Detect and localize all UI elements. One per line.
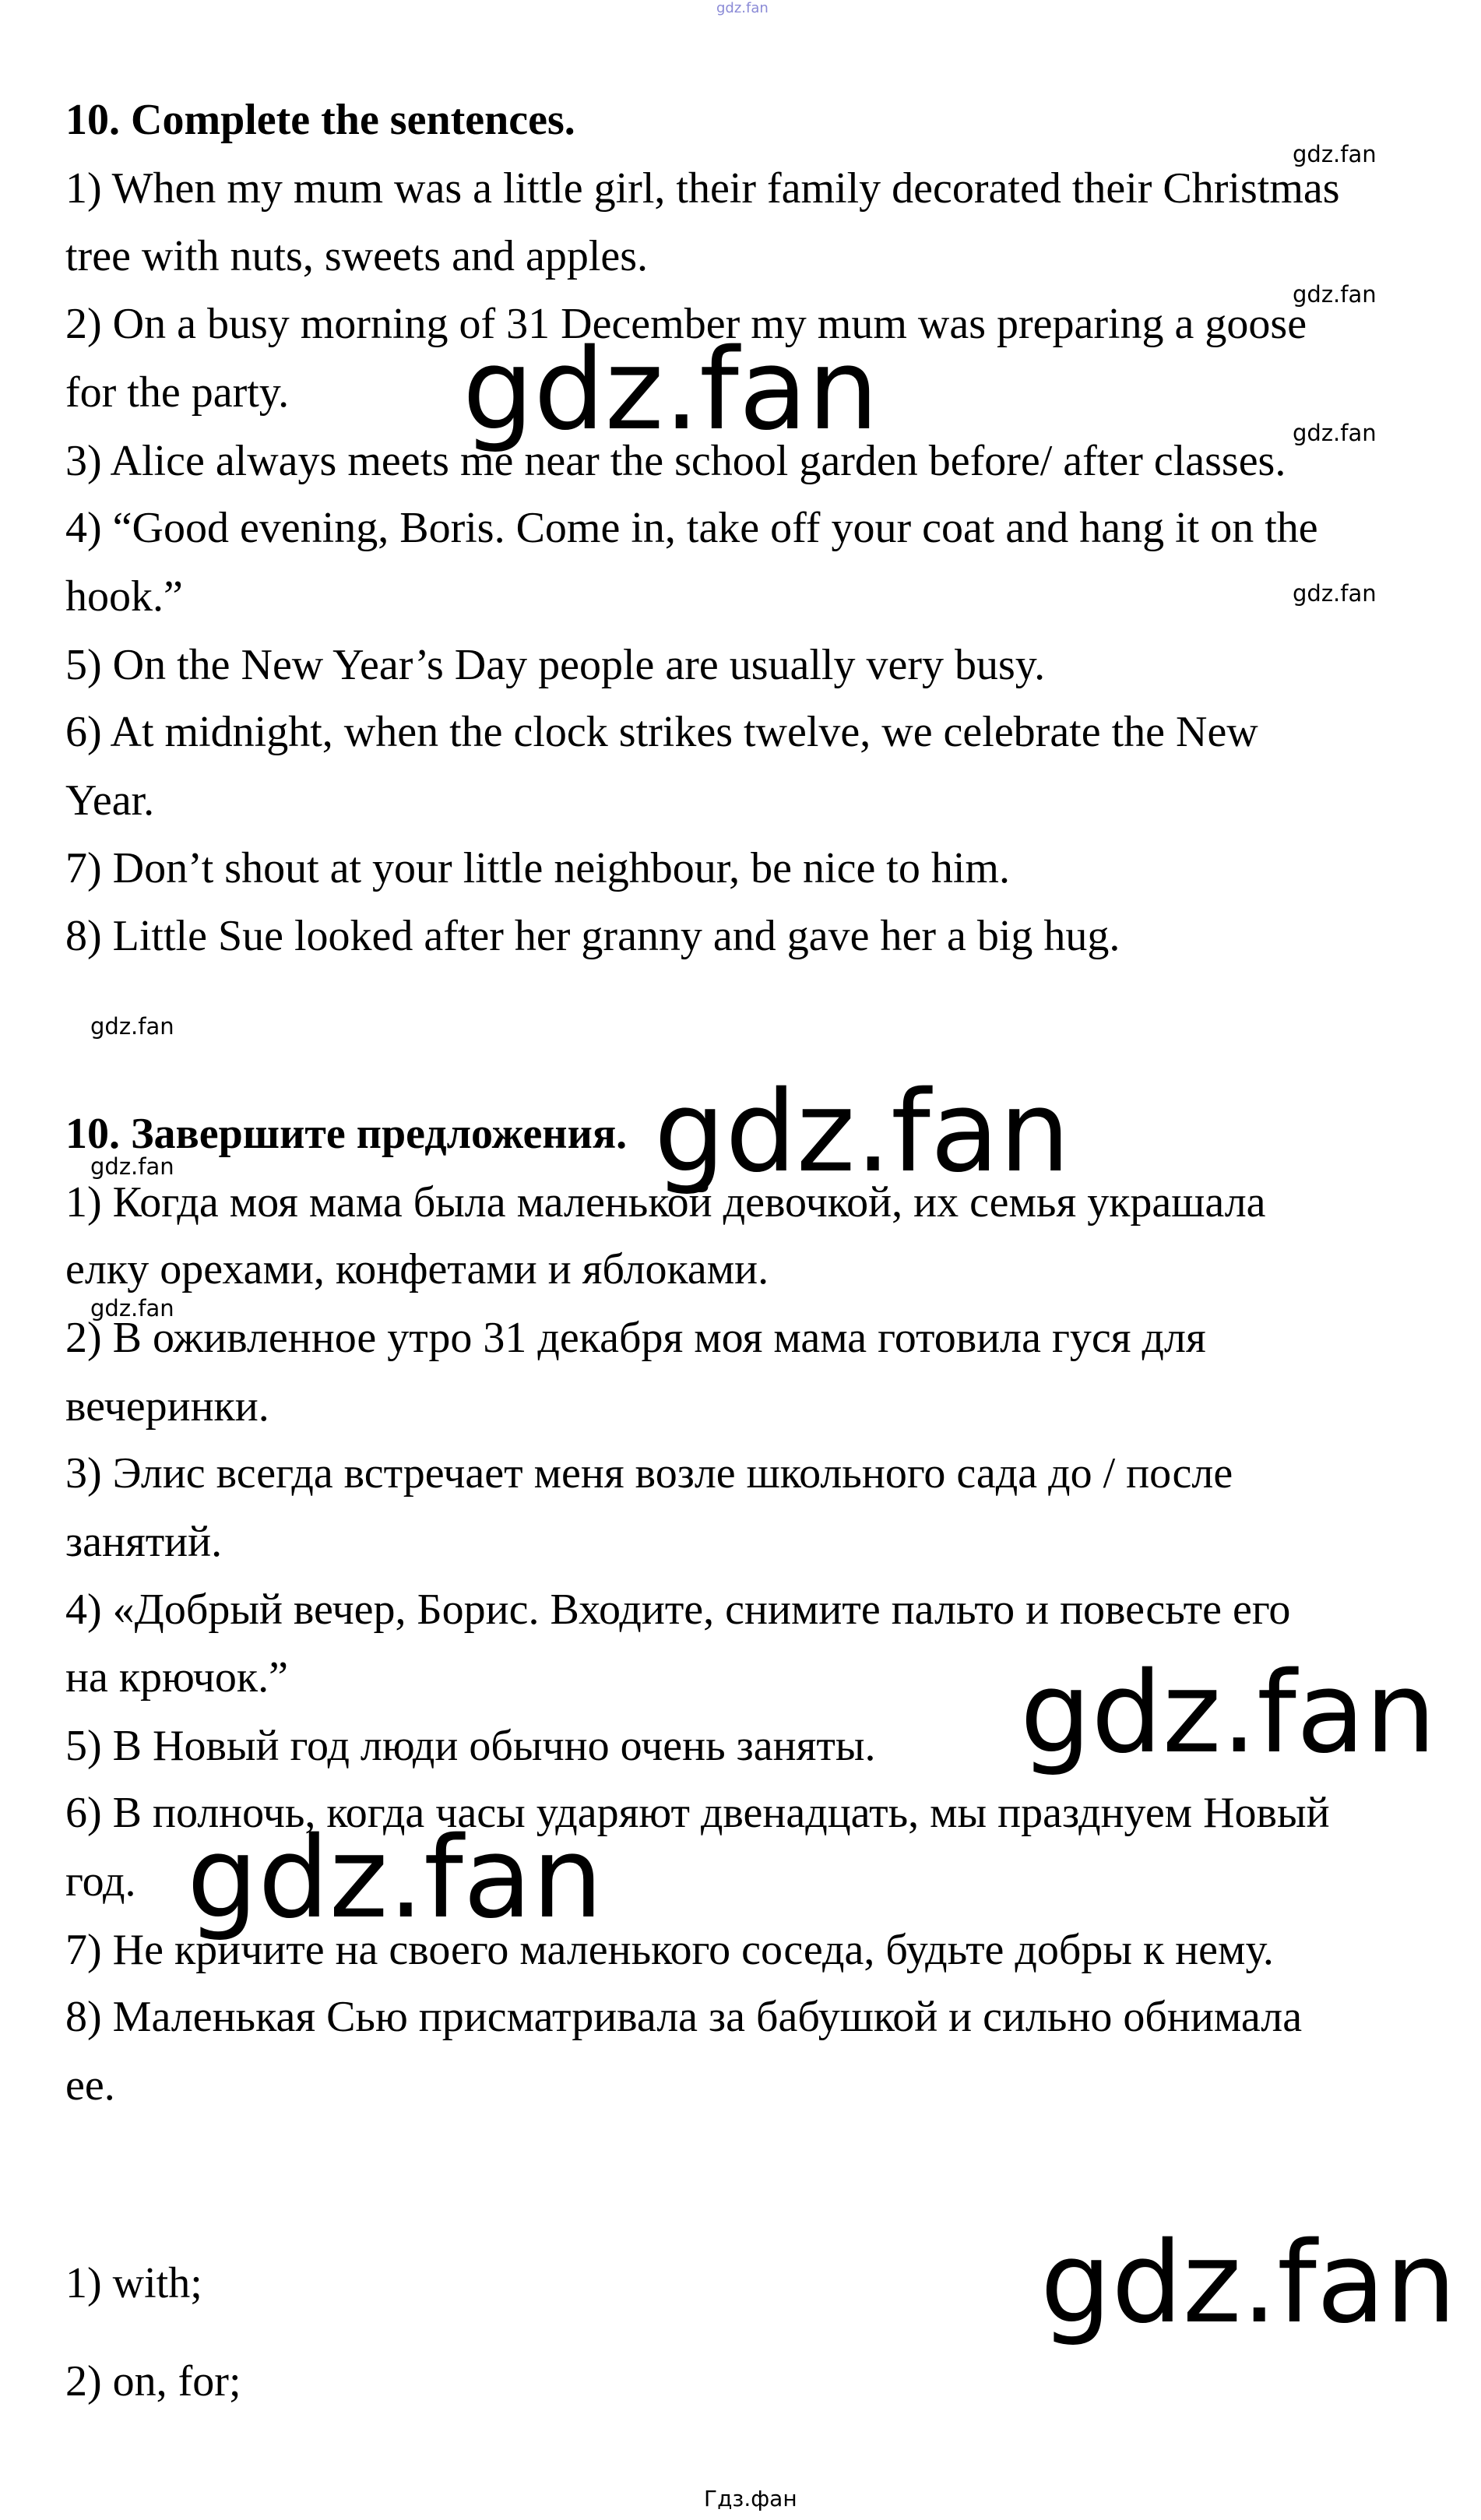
english-line: 4) “Good evening, Boris. Come in, take off your coat and hang it on the	[65, 504, 1318, 552]
russian-heading: 10. Завершите предложения.	[65, 1110, 628, 1158]
english-line: 6) At midnight, when the clock strikes twelve, we celebrate the New	[65, 708, 1258, 756]
russian-line: 1) Когда моя мама была маленькой девочкой, их семья украшала	[65, 1178, 1266, 1227]
english-line: hook.”	[65, 572, 183, 621]
english-line: 8) Little Sue looked after her granny and gave her a big hug.	[65, 912, 1120, 960]
russian-line: занятий.	[65, 1518, 223, 1566]
english-line: 2) On a busy morning of 31 December my mum was preparing a goose	[65, 300, 1307, 348]
english-heading: 10. Complete the sentences.	[65, 96, 575, 144]
watermark-large: gdz.fan	[463, 324, 879, 455]
english-line: 5) On the New Year’s Day people are usually very busy.	[65, 641, 1046, 689]
russian-line: 6) В полночь, когда часы ударяют двенадцать, мы празднуем Новый	[65, 1789, 1330, 1837]
watermark-small: gdz.fan	[1293, 580, 1377, 607]
english-line: 7) Don’t shout at your little neighbour, be nice to him.	[65, 844, 1010, 892]
watermark-small: gdz.fan	[90, 1153, 174, 1180]
answer-line: 1) with;	[65, 2259, 202, 2307]
watermark-large: gdz.fan	[187, 1812, 603, 1943]
watermark-large: gdz.fan	[654, 1066, 1071, 1197]
watermark-large: gdz.fan	[1020, 1647, 1437, 1778]
english-line: 3) Alice always meets me near the school garden before/ after classes.	[65, 437, 1286, 485]
russian-line: 7) Не кричите на своего маленького соседа, будьте добры к нему.	[65, 1926, 1274, 1974]
watermark-small: gdz.fan	[1293, 420, 1377, 446]
english-line: Year.	[65, 776, 155, 825]
watermark-small: gdz.fan	[90, 1295, 174, 1322]
russian-line: 3) Элис всегда встречает меня возле школьного сада до / после	[65, 1449, 1233, 1498]
answer-line: 2) on, for;	[65, 2357, 241, 2406]
russian-line: 8) Маленькая Сью присматривала за бабушкой и сильно обнимала	[65, 1993, 1303, 2041]
russian-line: ее.	[65, 2061, 115, 2110]
watermark-large: gdz.fan	[1040, 2217, 1457, 2348]
watermark-small: gdz.fan	[1293, 281, 1377, 308]
watermark-small: gdz.fan	[90, 1013, 174, 1040]
watermark-top: gdz.fan	[716, 0, 769, 16]
russian-line: год.	[65, 1857, 136, 1906]
russian-line: вечеринки.	[65, 1382, 269, 1431]
watermark-small: gdz.fan	[1293, 141, 1377, 167]
russian-line: 4) «Добрый вечер, Борис. Входите, снимите пальто и повесьте его	[65, 1586, 1291, 1634]
english-line: tree with nuts, sweets and apples.	[65, 232, 649, 280]
russian-line: 2) В оживленное утро 31 декабря моя мама готовила гуся для	[65, 1314, 1206, 1362]
watermark-bottom: Гдз.фан	[704, 2486, 797, 2511]
russian-line: на крючок.”	[65, 1653, 288, 1702]
russian-line: 5) В Новый год люди обычно очень заняты.	[65, 1722, 876, 1770]
english-line: 1) When my mum was a little girl, their family decorated their Christmas	[65, 164, 1340, 213]
english-line: for the party.	[65, 368, 290, 417]
russian-line: елку орехами, конфетами и яблоками.	[65, 1245, 769, 1293]
